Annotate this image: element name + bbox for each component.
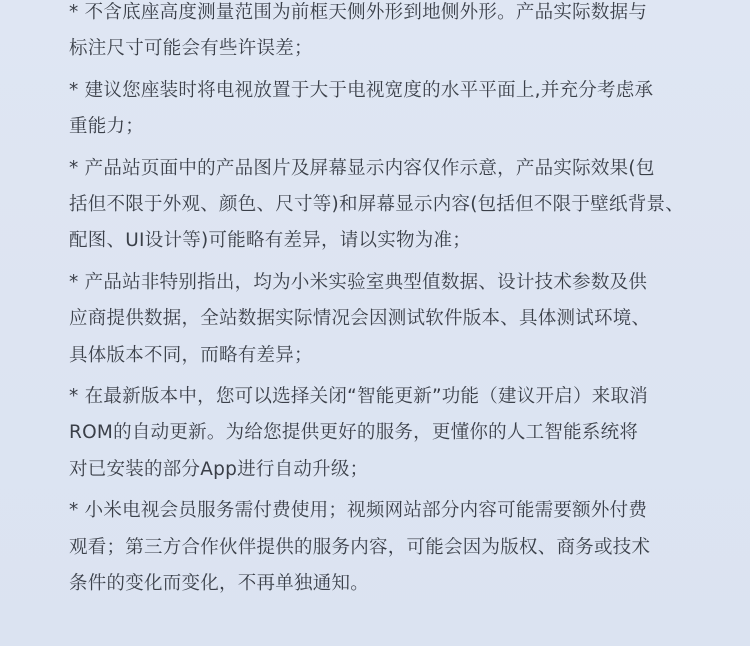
note-line: 对已安装的部分App进行自动升级； — [69, 458, 369, 480]
disclaimer-notes — [69, 0, 709, 608]
note-item — [69, 379, 709, 488]
note-line: * 在最新版本中，您可以选择关闭“智能更新”功能（建议开启）来取消 — [69, 386, 649, 408]
note-line: 重能力； — [69, 116, 145, 138]
note-line: 观看；第三方合作伙伴提供的服务内容，可能会因为版权、商务或技术 — [69, 536, 651, 558]
note-line: 标注尺寸可能会有些许误差； — [69, 38, 313, 60]
note-item — [69, 0, 709, 68]
note-line: * 产品站非特别指出，均为小米实验室典型值数据、设计技术参数及供 — [69, 271, 648, 293]
note-line: 具体版本不同，而略有差异； — [69, 344, 313, 366]
note-line: * 产品站页面中的产品图片及屏幕显示内容仅作示意，产品实际效果(包 — [69, 157, 655, 179]
note-item — [69, 265, 709, 374]
note-item — [69, 493, 709, 602]
note-line: * 小米电视会员服务需付费使用；视频网站部分内容可能需要额外付费 — [69, 500, 648, 522]
note-line: 配图、UI设计等)可能略有差异，请以实物为准； — [69, 230, 471, 252]
note-line: ROM的自动更新。为给您提供更好的服务，更懂你的人工智能系统将 — [69, 422, 639, 444]
note-line: 括但不限于外观、颜色、尺寸等)和屏幕显示内容(包括但不限于壁纸背景、 — [69, 194, 684, 216]
note-item — [69, 151, 709, 260]
note-item — [69, 73, 709, 146]
note-line: * 不含底座高度测量范围为前框天侧外形到地侧外形。产品实际数据与 — [69, 2, 648, 23]
note-line: 应商提供数据，全站数据实际情况会因测试软件版本、具体测试环境、 — [69, 308, 651, 330]
note-line: 条件的变化而变化，不再单独通知。 — [69, 573, 370, 595]
note-line: * 建议您座装时将电视放置于大于电视宽度的水平平面上,并充分考虑承 — [69, 79, 654, 101]
